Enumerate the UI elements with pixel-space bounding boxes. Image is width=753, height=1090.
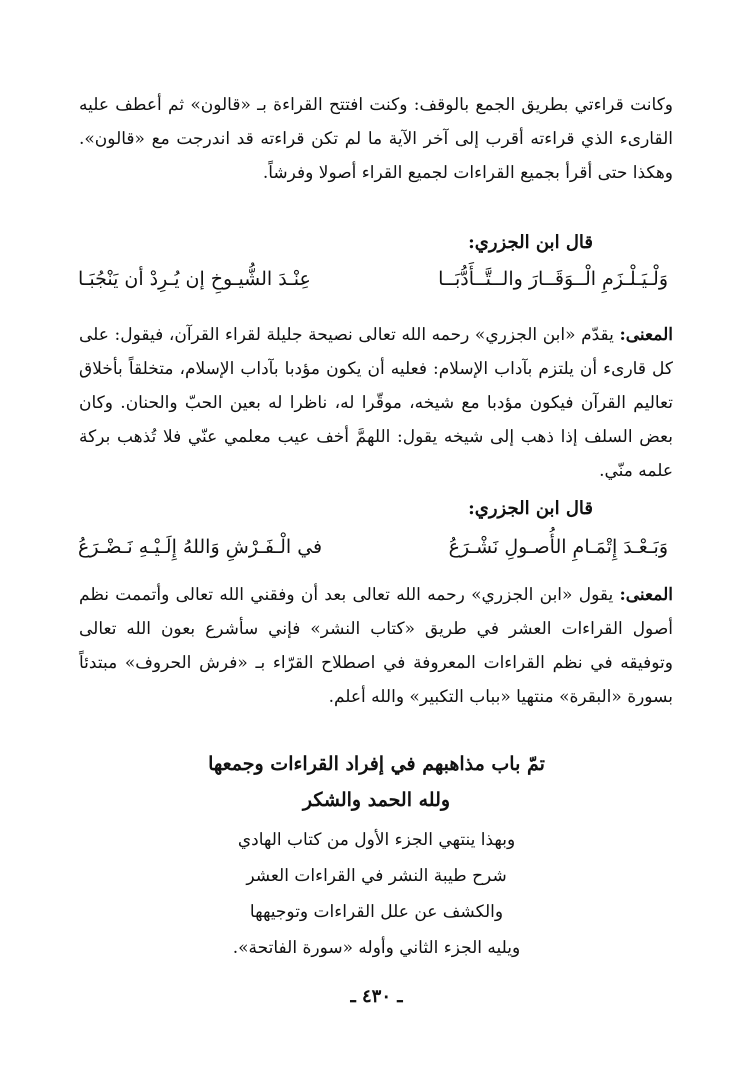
colophon-title: [0, 746, 753, 818]
verse-2-second-hemistich: في الْـفَـرْشِ وَاللهُ إِلَـيْـهِ نَـضْـرَعُ: [78, 536, 323, 558]
meaning-label-2: المعنى:: [619, 585, 673, 605]
verse-1-first-hemistich: وَلْـيَـلْـزَمِ الْــوَقَــارَ والــتَّــأَدُّبَــا: [438, 268, 668, 290]
paragraph-meaning-2: [79, 578, 673, 714]
colophon-title-line-1: تمّ باب مذاهبهم في إفراد القراءات وجمعها: [208, 753, 545, 775]
verse-1-second-hemistich: عِنْـدَ الشُّيـوخِ إن يُـرِدْ أن يَنْجُبَـا: [78, 268, 311, 290]
colophon-line-3: والكشف عن علل القراءات وتوجيهها: [249, 902, 504, 922]
meaning-text-1: يقدّم «ابن الجزري» رحمه الله تعالى نصيحة جليلة لقراء القرآن، فيقول: على كل قارىء أن يلتزم بآداب الإسلام: فعليه أن يكون مؤدبا بآداب الإسلام، متخلقاً بأخلاق تعاليم القرآن فيكون مؤدبا مع شيخه، موقّرا له، ناظرا له بعين الحبّ والحنان. وكان بعض السلف إذا ذهب إلى شيخه يقول: اللهمَّ أخف عيب معلمي عنّي فلا تُذهب بركة علمه منّي.: [79, 325, 673, 481]
page-number: ـ ٤٣٠ ـ: [350, 986, 403, 1007]
meaning-text-2: يقول «ابن الجزري» رحمه الله تعالى بعد أن وفقني الله تعالى وأتممت نظم أصول القراءات العشر في طريق «كتاب النشر» فإني سأشرع بعون الله تعالى وتوفيقه في نظم القراءات المعروفة في اصطلاح القرّاء بـ «فرش الحروف» مبتدئاً بسورة «البقرة» منتهيا «بباب التكبير» والله أعلم.: [79, 585, 673, 707]
verse-2: [78, 536, 668, 558]
colophon-title-line-2: ولله الحمد والشكر: [302, 789, 451, 811]
paragraph-meaning-1: [79, 318, 673, 488]
meaning-label-1: المعنى:: [619, 325, 673, 345]
colophon-text: [0, 822, 753, 966]
verse-1: [78, 268, 668, 290]
colophon-line-2: شرح طيبة النشر في القراءات العشر: [246, 866, 507, 886]
paragraph-reading-method: وكانت قراءتي بطريق الجمع بالوقف: وكنت افتتح القراءة بـ «قالون» ثم أعطف عليه القارىء الذي قراءته أقرب إلى آخر الآية ما لم تكن قراءته قد اندرجت مع «قالون». وهكذا حتى أقرأ بجميع القراءات لجميع القراء أصولا وفرشاً.: [79, 95, 673, 183]
colophon-line-1: وبهذا ينتهي الجزء الأول من كتاب الهادي: [237, 830, 516, 850]
verse-2-first-hemistich: وَبَـعْـدَ إِتْمَـامِ الأُصـولِ نَشْـرَعُ: [448, 536, 668, 558]
heading-ibn-jazari-1: قال ابن الجزري:: [468, 232, 593, 253]
colophon-line-4: ويليه الجزء الثاني وأوله «سورة الفاتحة».: [232, 938, 521, 958]
heading-ibn-jazari-2: قال ابن الجزري:: [468, 498, 593, 519]
